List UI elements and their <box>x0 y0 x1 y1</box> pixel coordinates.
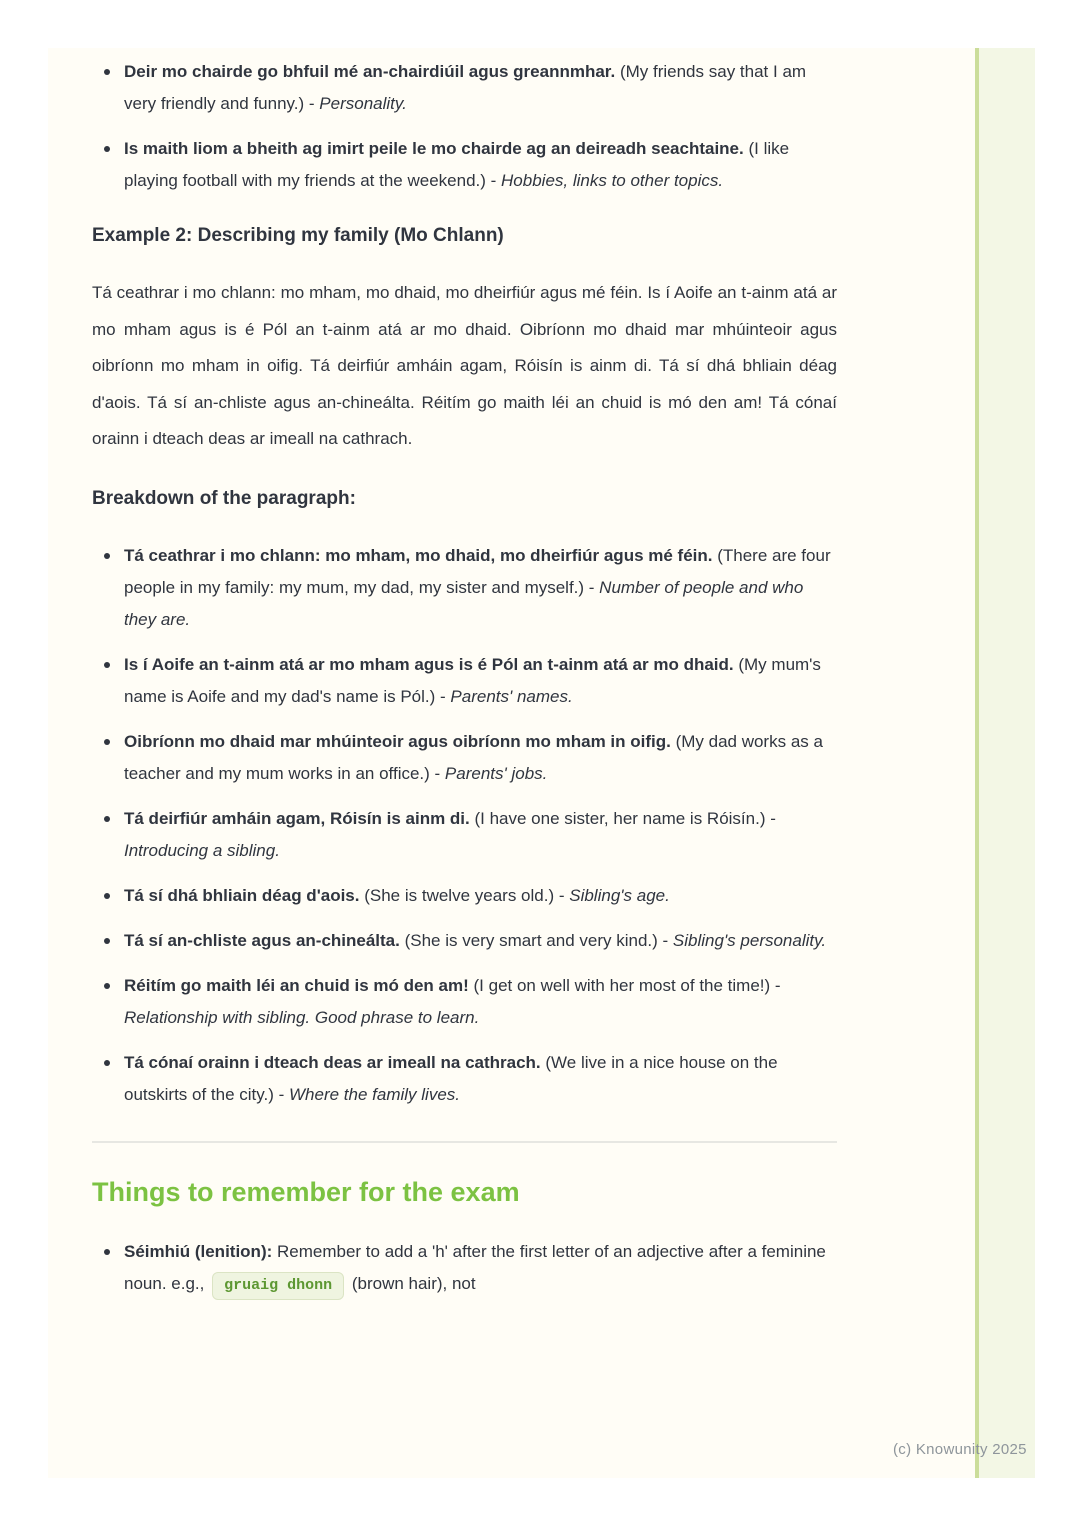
irish-phrase: Réitím go maith léi an chuid is mó den am! <box>124 975 469 995</box>
list-item <box>92 726 837 790</box>
list-item <box>92 1236 837 1300</box>
irish-phrase: Tá cónaí orainn i dteach deas ar imeall na cathrach. <box>124 1052 541 1072</box>
topic-label: Hobbies, links to other topics. <box>501 171 724 190</box>
topic-label: Parents' names. <box>450 686 573 706</box>
list-item <box>92 133 837 197</box>
document-page <box>48 48 975 1478</box>
topic-label: Relationship with sibling. Good phrase to learn. <box>124 1007 480 1027</box>
topic-label: Number of people and who they are. <box>124 577 804 629</box>
irish-phrase: Tá sí dhá bhliain déag d'aois. <box>124 885 360 905</box>
breakdown-heading: Breakdown of the paragraph: <box>92 487 356 509</box>
translation-text: (My dad works as a teacher and my mum works in an office.) - <box>124 731 823 783</box>
list-item <box>92 803 837 867</box>
list-item <box>92 649 837 713</box>
translation-text: (My friends say that I am very friendly and funny.) - <box>124 62 807 113</box>
translation-text: (She is very smart and very kind.) - <box>399 930 673 950</box>
list-item <box>92 56 837 120</box>
list-item <box>92 880 837 912</box>
irish-phrase: Tá ceathrar i mo chlann: mo mham, mo dhaid, mo dheirfiúr agus mé féin. <box>124 545 713 565</box>
translation-text: (I have one sister, her name is Róisín.) - <box>469 808 776 828</box>
example-paragraph: Tá ceathrar i mo chlann: mo mham, mo dhaid, mo dheirfiúr agus mé féin. Is í Aoife an t-ainm atá ar mo mham agus is é Pól an t-ainm atá ar mo dhaid. Oibríonn mo dhaid mar mhúinteoir agus oibríonn mo mham in oifig. Tá deirfiúr amháin agam, Róisín is ainm di. Tá sí dhá bhliain déag d'aois. Tá sí an-chliste agus an-chineálta. Réitím go maith léi an chuid is mó den am! Tá cónaí orainn i dteach deas ar imeall na cathrach. <box>92 283 837 448</box>
section-divider <box>92 1141 837 1143</box>
code-example-badge: gruaig dhonn <box>212 1272 344 1300</box>
irish-phrase: Is maith liom a bheith ag imirt peile le mo chairde ag an deireadh seachtaine. <box>124 139 744 158</box>
topic-label: Sibling's age. <box>569 885 670 905</box>
irish-phrase: Oibríonn mo dhaid mar mhúinteoir agus oibríonn mo mham in oifig. <box>124 731 671 751</box>
topic-label: Sibling's personality. <box>672 930 827 950</box>
list-item <box>92 540 837 636</box>
intro-bullet-list <box>92 56 837 197</box>
irish-phrase: Tá deirfiúr amháin agam, Róisín is ainm di. <box>124 808 470 828</box>
irish-phrase: Is í Aoife an t-ainm atá ar mo mham agus is é Pól an t-ainm atá ar mo dhaid. <box>124 654 734 674</box>
topic-label: Personality. <box>319 94 407 113</box>
topic-label: Where the family lives. <box>289 1084 461 1104</box>
translation-text: (I like playing football with my friends at the weekend.) - <box>124 139 790 190</box>
next-page-edge-strip <box>979 48 1035 1478</box>
list-item <box>92 925 837 957</box>
irish-phrase: Tá sí an-chliste agus an-chineálta. <box>124 930 400 950</box>
explanation-text: Remember to add a 'h' after the first letter of an adjective after a feminine noun. e.g., <box>124 1241 826 1293</box>
translation-text: (She is twelve years old.) - <box>359 885 570 905</box>
exam-bullet-list <box>92 1236 837 1300</box>
exam-section-heading: Things to remember for the exam <box>92 1176 520 1207</box>
list-item <box>92 1047 837 1111</box>
list-item <box>92 970 837 1034</box>
translation-text: (There are four people in my family: my mum, my dad, my sister and myself.) - <box>124 545 831 597</box>
topic-label: Introducing a sibling. <box>124 840 280 860</box>
example-2-heading: Example 2: Describing my family (Mo Chlann) <box>92 225 504 246</box>
breakdown-bullet-list <box>92 540 837 1111</box>
explanation-text: (brown hair), not <box>347 1273 476 1293</box>
translation-text: (My mum's name is Aoife and my dad's name is Pól.) - <box>124 654 821 706</box>
copyright-watermark: (c) Knowunity 2025 <box>893 1441 1027 1458</box>
topic-label: Parents' jobs. <box>444 763 548 783</box>
irish-phrase: Deir mo chairde go bhfuil mé an-chairdiúil agus greannmhar. <box>124 62 616 81</box>
grammar-term: Séimhiú (lenition): <box>124 1241 273 1261</box>
translation-text: (We live in a nice house on the outskirts of the city.) - <box>124 1052 778 1104</box>
translation-text: (I get on well with her most of the time!) - <box>468 975 781 995</box>
